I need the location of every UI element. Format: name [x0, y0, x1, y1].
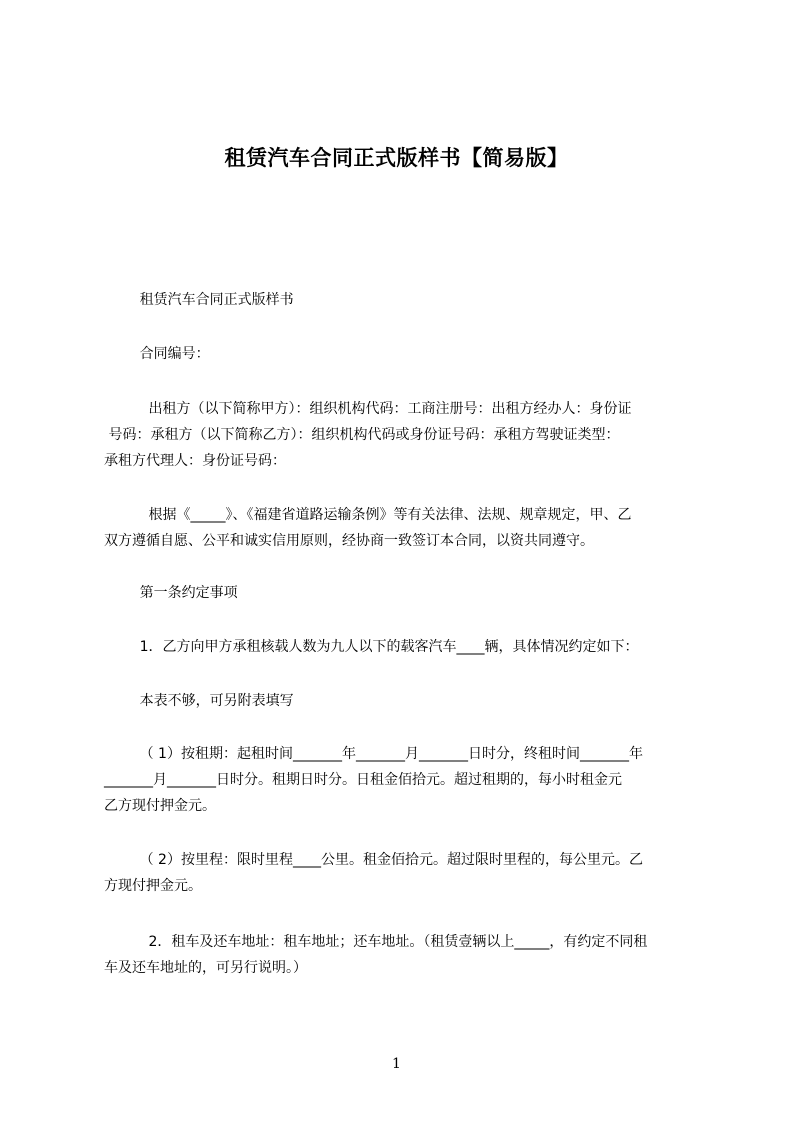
paragraph-line: _______月_______日时分。租期日时分。日租金佰拾元。超过租期的，每小时租金元 — [104, 772, 622, 788]
paragraph-line: 双方遵循自愿、公平和诚实信用原则，经协商一致签订本合同，以资共同遵守。 — [104, 533, 594, 549]
paragraph-line: 号码：承租方（以下简称乙方）：组织机构代码或身份证号码：承租方驾驶证类型： — [104, 427, 620, 443]
clause-1 — [104, 634, 704, 660]
paragraph-contract-number — [104, 341, 704, 367]
paragraph-basis — [104, 502, 704, 554]
paragraph-line: 出租方（以下简称甲方）：组织机构代码：工商注册号：出租方经办人：身份证 — [104, 401, 632, 417]
paragraph-parties — [104, 396, 704, 474]
paragraph-line: 方现付押金元。 — [104, 878, 202, 894]
paragraph-heading — [104, 287, 704, 313]
paragraph-line: （ 2）按里程：限时里程____公里。租金佰拾元。超过限时里程的，每公里元。乙 — [104, 852, 643, 868]
document-title: 租赁汽车合同正式版样书【简易版】 — [224, 146, 569, 170]
paragraph-line: 2．租车及还车地址：租车地址；还车地址。（租赁壹辆以上_____，有约定不同租 — [104, 934, 648, 950]
paragraph-line: 承租方代理人：身份证号码： — [104, 453, 286, 469]
paragraph-line: 租赁汽车合同正式版样书 — [104, 292, 294, 308]
clause-2-addresses — [104, 929, 704, 981]
paragraph-line: 根据《_____》、《福建省道路运输条例》等有关法律、法规、规章规定，甲、乙 — [104, 507, 632, 523]
clause-1-1-by-term — [104, 741, 704, 819]
paragraph-line: 乙方现付押金元。 — [104, 798, 216, 814]
paragraph-line: 本表不够，可另附表填写 — [104, 693, 294, 709]
clause-1-2-by-mileage — [104, 847, 704, 899]
section-heading-article-1 — [104, 580, 704, 606]
paragraph-line: 第一条约定事项 — [104, 585, 238, 601]
page-number: 1 — [392, 1056, 401, 1072]
paragraph-line: 车及还车地址的，可另行说明。） — [104, 960, 307, 976]
paragraph-line: 合同编号： — [104, 346, 210, 362]
paragraph-line: 1．乙方向甲方承租核载人数为九人以下的载客汽车____辆，具体情况约定如下： — [104, 639, 639, 655]
paragraph-table-note — [104, 688, 704, 714]
paragraph-line: （ 1）按租期：起租时间_______年_______月_______日时分，终租时间_______年 — [104, 746, 643, 762]
